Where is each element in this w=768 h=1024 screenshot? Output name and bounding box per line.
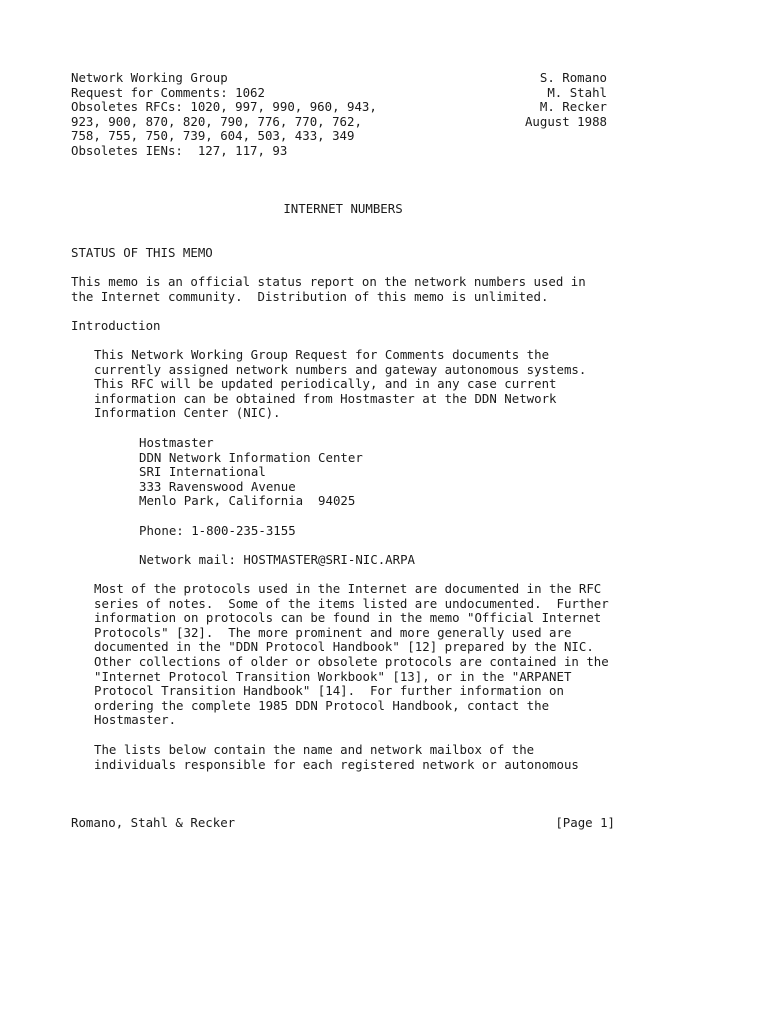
intro-para1-line: currently assigned network numbers and gateway autonomous systems.: [94, 362, 587, 377]
intro-para2-line: ordering the complete 1985 DDN Protocol Handbook, contact the: [94, 698, 550, 713]
footer-page-number: [Page 1]: [555, 815, 615, 830]
header-rfc-number: Request for Comments: 1062: [71, 85, 265, 100]
header-obsoletes-iens: Obsoletes IENs: 127, 117, 93: [71, 143, 288, 158]
intro-para3-line: individuals responsible for each registered network or autonomous: [94, 757, 579, 772]
intro-para2-line: Protocol Transition Handbook" [14]. For further information on: [94, 683, 564, 698]
intro-para3-line: The lists below contain the name and network mailbox of the: [94, 742, 535, 757]
header-author-recker: M. Recker: [539, 99, 607, 114]
intro-para2-line: series of notes. Some of the items listed are undocumented. Further: [94, 596, 609, 611]
intro-para2-line: "Internet Protocol Transition Workbook" [13], or in the "ARPANET: [94, 669, 572, 684]
address-line: DDN Network Information Center: [139, 450, 363, 465]
address-line: Menlo Park, California 94025: [139, 493, 356, 508]
intro-para1-line: This Network Working Group Request for Comments documents the: [94, 347, 550, 362]
header-obsoletes-rfcs-cont-1: 923, 900, 870, 820, 790, 776, 770, 762,: [71, 114, 362, 129]
intro-para1-line: information can be obtained from Hostmaster at the DDN Network: [94, 391, 557, 406]
address-line: 333 Ravenswood Avenue: [139, 479, 296, 494]
header-working-group: Network Working Group: [71, 70, 228, 85]
intro-para2-line: information on protocols can be found in the memo "Official Internet: [94, 610, 602, 625]
network-mail: Network mail: HOSTMASTER@SRI-NIC.ARPA: [139, 552, 416, 567]
header-obsoletes-rfcs-cont-2: 758, 755, 750, 739, 604, 503, 433, 349: [71, 128, 355, 143]
intro-para2-line: Protocols" [32]. The more prominent and more generally used are: [94, 625, 572, 640]
intro-para2-line: Hostmaster.: [94, 712, 177, 727]
document-title: INTERNET NUMBERS: [283, 201, 403, 216]
intro-para2-line: Most of the protocols used in the Internet are documented in the RFC: [94, 581, 602, 596]
phone-number: Phone: 1-800-235-3155: [139, 523, 296, 538]
introduction-heading: Introduction: [71, 318, 161, 333]
header-author-stahl: M. Stahl: [547, 85, 607, 100]
address-line: Hostmaster: [139, 435, 214, 450]
intro-para1-line: Information Center (NIC).: [94, 405, 281, 420]
intro-para2-line: Other collections of older or obsolete protocols are contained in the: [94, 654, 609, 669]
header-author-romano: S. Romano: [539, 70, 607, 85]
status-line: This memo is an official status report on the network numbers used in: [71, 274, 586, 289]
intro-para1-line: This RFC will be updated periodically, and in any case current: [94, 376, 557, 391]
header-date: August 1988: [524, 114, 607, 129]
status-line: the Internet community. Distribution of this memo is unlimited.: [71, 289, 549, 304]
address-line: SRI International: [139, 464, 266, 479]
header-obsoletes-rfcs: Obsoletes RFCs: 1020, 997, 990, 960, 943,: [71, 99, 377, 114]
intro-para2-line: documented in the "DDN Protocol Handbook" [12] prepared by the NIC.: [94, 639, 594, 654]
status-heading: STATUS OF THIS MEMO: [71, 245, 213, 260]
footer-authors: Romano, Stahl & Recker: [71, 815, 236, 830]
